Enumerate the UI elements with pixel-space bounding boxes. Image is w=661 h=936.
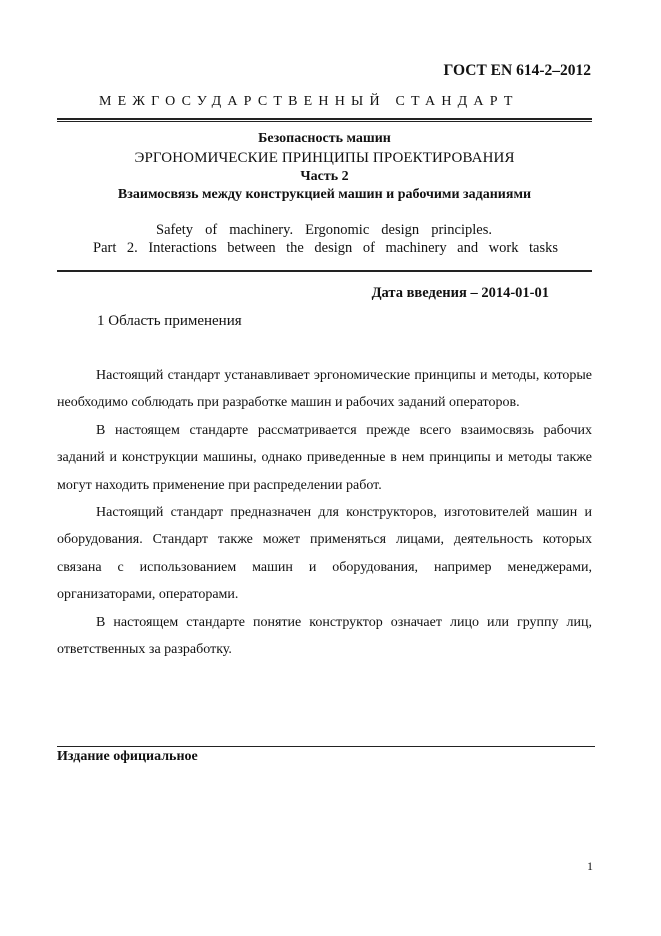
english-title-line-1: Safety of machinery. Ergonomic design principles.	[156, 222, 492, 238]
section-heading: 1 Область применения	[97, 313, 242, 329]
document-number: ГОСТ EN 614-2–2012	[443, 62, 591, 79]
subtitle-safety: Безопасность машин	[258, 131, 391, 146]
paragraph: Настоящий стандарт предназначен для конструкторов, изготовителей машин и оборудования. Стандарт также может применяться лицами, деятельность которых связана с использованием машин и оборудования, например менеджерами, организаторами, операторами.	[57, 505, 592, 603]
paragraph: В настоящем стандарте понятие конструктор означает лицо или группу лиц, ответственных за разработку.	[57, 614, 592, 658]
paragraph: В настоящем стандарте рассматривается прежде всего взаимосвязь рабочих заданий и конструкции машины, однако приведенные в нем принципы и методы также могут находить применение при распределении работ.	[57, 422, 592, 493]
subtitle-relation: Взаимосвязь между конструкцией машин и рабочими заданиями	[117, 187, 532, 202]
paragraph: Настоящий стандарт устанавливает эргономические принципы и методы, которые необходимо соблюдать при разработке машин и рабочих заданий операторов.	[57, 368, 592, 411]
introduction-date: Дата введения – 2014-01-01	[371, 285, 549, 301]
english-title-line-2: Part 2. Interactions between the design of machinery and work tasks	[93, 240, 558, 256]
main-title: ЭРГОНОМИЧЕСКИЕ ПРИНЦИПЫ ПРОЕКТИРОВАНИЯ	[134, 150, 515, 166]
section-body	[57, 362, 592, 663]
official-edition-label: Издание официальное	[57, 749, 198, 764]
title-divider	[57, 270, 592, 272]
part-label: Часть 2	[300, 169, 349, 184]
page-number: 1	[587, 859, 593, 873]
interstate-standard-heading: МЕЖГОСУДАРСТВЕННЫЙ СТАНДАРТ	[99, 94, 519, 109]
header-double-rule	[57, 118, 592, 122]
footer-rule	[57, 746, 595, 747]
